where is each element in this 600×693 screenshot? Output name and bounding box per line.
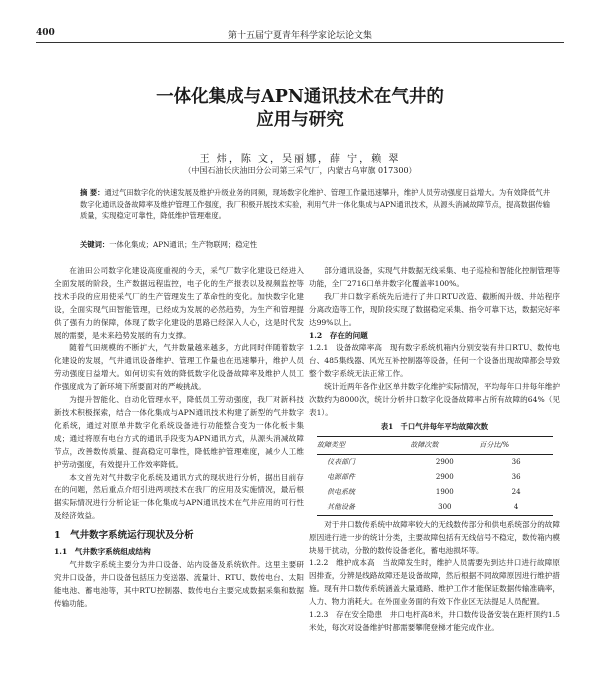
table-row [317,500,553,516]
body-paragraph: 统计近两年各作业区单井数字化维护实际情况，平均每年口井每年维护次数约为8000次，统计分析井口数字化设备故障率占所有故障的64%（见表1）。 [309,382,560,417]
table-cell: 1900 [435,487,454,496]
subsubsection [309,557,560,609]
keywords-label: 关键词： [80,240,110,249]
running-header [36,28,564,43]
table-cell: 2900 [435,457,454,466]
section-heading: 1 气井数字系统运行现状及分析 [54,530,194,542]
paper-title [0,86,600,132]
keywords-text: 一体化集成；APN通讯；生产物联网；稳定性 [109,240,258,249]
body-paragraph: 在油田公司数字化建设高度重视的今天，采气厂数字化建设已经进入全面发展的阶段，生产数据远程监控，电子化的生产报表以及视频监控等技术手段的应用使采气厂的生产管理发生了革命性的变化。加快数字化建设，全面实现气田智能管理，已经成为发展的必然趋势，为生产和管理提供了强有力的保障，体现了数字化建设的思路已经深入人心，这是时代发展的需要，是未来趋势发展的有力支撑。 [54,266,304,340]
body-paragraph: 为提升智能化、自动化管理水平，降低员工劳动强度，我厂对新科技新技术积极探索，结合一体化集成与APN通讯技术构建了新型的气井数字化系统，通过对原单井数字化系统设备进行功能整合变为一体化板卡集成；通过将原有电台方式的通讯手段变为APN通讯方式，从源头消减故障节点，改善数传质量、提高稳定可靠性，降低维护管理难度，减少人工维护劳动强度，有效提升工作效率降低。 [54,395,304,469]
subsubsection-text: 井口电杆高8米，井口数传设备安装在距杆顶约1.5米处，每次对设备维护时都需要攀爬登梯才能完成作业。 [309,610,561,632]
body-paragraph: 本文首先对气井数字化系统及通讯方式的现状进行分析，据出目前存在的问题，然后重点介绍引进两项技术在我厂的应用及实施情况，最后根据实际情况进行分析论证一体化集成与APN通讯技术在气井应用的可行性及经济效益。 [54,472,304,521]
table-cell: 其他设备 [317,500,410,516]
abstract [80,187,550,222]
table-row [317,454,553,470]
table-cell: 36 [511,472,521,481]
body-paragraph: 我厂井口数字系统先后进行了井口RTU改造、截断阀升级、井站程序分离改造等工作，现阶段实现了数据稳定采集、指令可靠下达，数据完好率达99%以上。 [309,291,560,327]
table-header-cell: 故障类型 [317,436,410,454]
table-cell: 电源部件 [327,472,355,481]
subsection-heading: 1.2 存在的问题 [309,330,368,340]
title-line-1: 一体化集成与APN通讯技术在气井的 [156,87,444,107]
subsubsection-text: 当故障发生时，维护人员需要先到达井口进行故障原因排查，分辨是线路故障还是设备故障，然后根据不同故障原因进行维护措施。现有井口数传系统涵盖大量通路、维护工作才能保证数据传输准确率，人力、物力消耗大。在外面业务面的有效下作业区无法提足人员配置。 [309,558,561,607]
subsection-heading: 1.1 气井数字系统组成结构 [54,547,151,557]
table-cell: 24 [511,487,521,496]
author-affiliation: （中国石油长庆油田分公司第三采气厂，内蒙古乌审旗 017300） [183,166,417,175]
table-cell: 仪表部门 [327,457,355,466]
body-paragraph: 气井数字系统主要分为井口设备、站内设备及系统软件。这里主要研究井口设备，井口设备包括压力变送器、流量计、RTU、数传电台、太阳能电池、蓄电池等，其中RTU控制器、数传电台主要完成数据采集和数据传输功能。 [54,559,304,608]
subsubsection [309,609,560,635]
left-column [54,265,304,611]
page-number: 400 [36,28,55,38]
author-list: 王 炜，陈 文，吴丽娜，薛 宁，赖 翠 [199,154,401,165]
table-header-cell: 百分比/% [479,436,553,454]
subsubsection-label: 1.2.2 维护成本高 [309,558,375,568]
table-cell: 供电系统 [327,487,355,496]
table-caption: 表1 千口气井每年平均故障次数 [380,421,489,431]
body-paragraph: 对于井口数传系统中故障率较大的无线数传部分和供电系统部分的故障原因进行进一步的统计分类，主要故障包括有无线信号不稳定，数传箱内模块易干扰动，分散的数传设备老化，蓄电池损坏等。 [309,519,560,555]
keywords [80,239,550,250]
body-paragraph: 随着气田规模的不断扩大，气井数量越来越多，方此同时伴随着数字化建设的发展，气井通讯设备维护、管理工作量也在迅速攀升，维护人员劳动强度日益增大。如何切实有效的降低数字化设备故障率及维护人员工作强度成为了新环境下所要面对的严峻挑战。 [54,343,304,392]
table-cell: 36 [511,457,521,466]
title-line-2: 应用与研究 [256,110,344,130]
table-header-cell: 故障次数 [410,436,479,454]
table-row [317,485,553,500]
table-cell: 4 [479,500,553,516]
abstract-text: 通过气田数字化的快速发展及维护升级业务的同频，现场数字化维护、管理工作量迅速攀升，维护人员劳动强度日益增大。为有效降低气井数字化通讯设备故障率及维护管理工作强度，我厂积极开展技术实验，利用气井一体化集成与APN通讯技术，从源头消减故障节点，提高数据传输质量，实现稳定可靠性，降低维护管理难度。 [80,188,550,220]
subsubsection-label: 1.2.1 设备故障率高 [309,343,383,353]
table-header-row [317,436,553,454]
table-cell: 2900 [435,472,454,481]
subsubsection [309,342,560,381]
subsubsection-text: 现有数字系统机箱内分别安装有井口RTU、数传电台、485集线器、风光互补控制器等设备，任何一个设备出现故障都会导致整个数字系统无法正常工作。 [309,343,561,379]
right-column [309,265,560,635]
fault-table [317,436,553,516]
body-paragraph: 部分通讯设备，实现气井数据无线采集、电子巡检和智能化控制管理等功能，全厂2716口单井数字化覆盖率100%。 [309,266,560,288]
journal-title: 第十五届宁夏青年科学家论坛论文集 [227,31,372,41]
abstract-label: 摘 要： [80,188,105,197]
table-row [317,470,553,485]
subsubsection-label: 1.2.3 存在安全隐患 [309,610,383,620]
table-cell: 300 [410,500,479,516]
